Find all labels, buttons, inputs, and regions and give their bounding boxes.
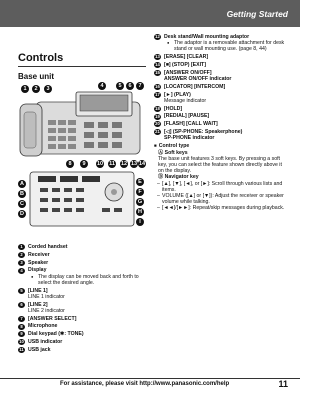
list-item: 15 [ANSWER ON/OFF] ANSWER ON/OFF indicator [155, 69, 232, 82]
list-item: 18 [HOLD] [155, 105, 183, 112]
callout-5: 5 [116, 82, 124, 90]
callout-2: 2 [32, 85, 40, 93]
list-item: 20 [FLASH] [CALL WAIT] [155, 121, 218, 128]
list-item: 12 Desk stand/Wall mounting adaptor ● The adaptor is a removable attachment for desk stand or wall mounting use. (page 8, 44) [154, 34, 286, 53]
list-item: 5 [LINE 1] LINE 1 indicator [18, 288, 146, 300]
list-item: 3 Speaker [18, 260, 146, 266]
list-item: 1 Corded handset [18, 244, 146, 250]
navigator-item: – VOLUME ([▲] or [▼]): Adjust the receiver or speaker volume while talking. [154, 193, 286, 205]
list-item: 14 [■] (STOP) [EXIT] [155, 62, 206, 68]
page-header [0, 0, 300, 27]
list-item: 21 [◁] (SP-PHONE: Speakerphone) SP-PHONE indicator [155, 128, 243, 142]
navigator-item: – [◄◄]/[►►]: Repeat/skip messages during playback. [154, 205, 286, 211]
callout-8: 8 [66, 160, 74, 168]
footer-rule [0, 378, 300, 379]
callout-D: D [18, 210, 26, 218]
callout-14: 14 [138, 161, 146, 167]
list-item: 11 USB jack [19, 346, 51, 353]
list-item: 19 [REDIAL] [PAUSE] [155, 113, 210, 120]
callout-C: C [18, 200, 26, 208]
callout-6: 6 [126, 82, 134, 90]
navigator-item: – [▲], [▼], [◄], or [►]: Scroll through various lists and items. [154, 181, 286, 193]
callout-F: F [136, 188, 144, 196]
controls-list-left [18, 244, 146, 355]
list-item: 10 USB indicator [19, 338, 63, 345]
list-item: 6 [LINE 2] LINE 2 indicator [18, 302, 146, 314]
list-item: 13 [ERASE] [CLEAR] [155, 54, 209, 61]
callout-H: H [136, 208, 144, 216]
controls-list-right [154, 34, 286, 212]
page-number: 11 [278, 379, 288, 389]
callout-10: 10 [96, 161, 104, 167]
section-rule [18, 66, 146, 67]
control-type-title: ■ Control type [154, 143, 286, 149]
callout-B: B [18, 190, 26, 198]
callout-I: I [136, 218, 144, 226]
header-title: Getting Started [226, 9, 288, 19]
footer-help-text: For assistance, please visit http://www.panasonic.com/help [60, 381, 230, 387]
section-subtitle: Base unit [18, 72, 55, 81]
list-item: 17 [►] (PLAY) Message indicator [155, 91, 207, 104]
callout-3: 3 [44, 85, 52, 93]
callout-1: 1 [21, 85, 29, 93]
list-item: 4 Display ● The display can be moved back and forth to select the desired angle. [18, 267, 146, 286]
callout-13: 13 [130, 161, 138, 167]
base-unit-illustration [18, 80, 146, 230]
callout-7: 7 [136, 82, 144, 90]
navigator-key-title: Ⓑ Navigator key [158, 174, 199, 181]
base-unit-drawing [18, 80, 146, 230]
list-item: 8 Microphone [18, 323, 146, 329]
list-item: 16 [LOCATOR] [INTERCOM] [155, 83, 226, 90]
callout-9: 9 [80, 160, 88, 168]
callout-11: 11 [109, 161, 115, 167]
callout-A: A [18, 180, 26, 188]
list-item: 9 Dial keypad (✱: TONE) [18, 331, 146, 337]
callout-4: 4 [98, 82, 106, 90]
soft-keys-text: The base unit features 3 soft keys. By pressing a soft key, you can select the feature shown directly above it on the display. [158, 155, 282, 175]
section-title: Controls [18, 52, 64, 64]
callout-E: E [136, 178, 144, 186]
list-item: 7 [ANSWER SELECT] [18, 316, 146, 322]
callout-12: 12 [120, 161, 128, 167]
list-item: 2 Receiver [18, 252, 146, 258]
callout-G: G [137, 199, 143, 205]
soft-keys-title: Ⓐ Soft keys [158, 149, 188, 156]
